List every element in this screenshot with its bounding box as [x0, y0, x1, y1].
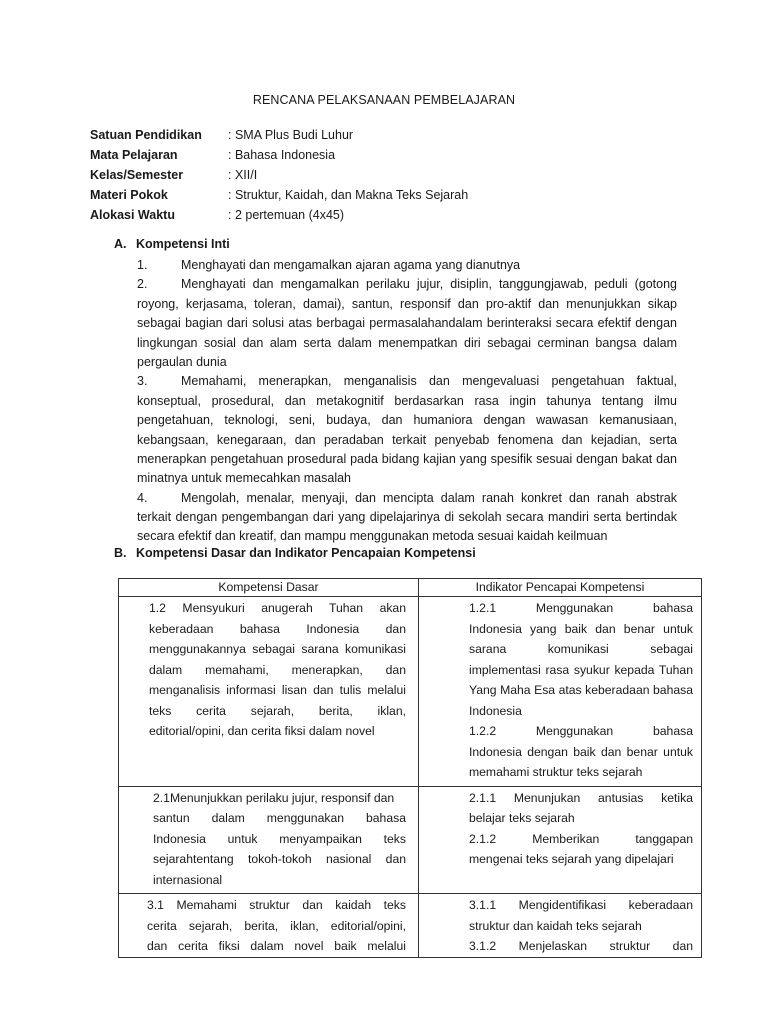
item-line: kebangsaan, kenegaraan, dan peradaban terkait penyebab fenomena dan kejadian, serta: [137, 432, 677, 447]
list-item: [137, 256, 677, 275]
competency-table: [118, 578, 702, 958]
cell-line: Indonesia: [469, 703, 522, 718]
info-value: : XII/I: [228, 168, 258, 182]
section-letter: A.: [114, 237, 127, 251]
info-row: [90, 145, 468, 165]
column-header-kd: Kompetensi Dasar: [119, 579, 419, 597]
table-header-row: [119, 579, 702, 597]
section-letter: B.: [114, 546, 127, 560]
cell-line: dan cerita fiksi dalam novel baik melalui: [147, 939, 406, 953]
item-text: Mengolah, menalar, menyaji, dan mencipta dalam ranah konkret dan ranah abstrak: [181, 490, 677, 505]
item-line: terkait dengan pengembangan dari yang dipelajarinya di sekolah secara mandiri serta bertindak: [137, 510, 677, 525]
cell-line: 3.1 Memahami struktur dan kaidah teks: [147, 898, 406, 912]
info-label: Mata Pelajaran: [90, 148, 178, 162]
cell-line: belajar teks sejarah: [469, 811, 575, 825]
item-line: secara efektif dan kreatif, dan mampu menggunakan metoda sesuai kaidah keilmuan: [137, 529, 608, 544]
cell-line: 3.1.1 Mengidentifikasi keberadaan: [469, 898, 693, 912]
table-row: [119, 786, 702, 894]
item-number: 1.: [137, 258, 148, 272]
list-item: [137, 372, 677, 391]
cell-line: Indonesia untuk menyampaikan teks: [153, 831, 406, 846]
section-b-heading: [114, 546, 476, 560]
list-item: [137, 489, 677, 508]
column-header-ipk: Indikator Pencapai Kompetensi: [419, 579, 702, 597]
cell-line: memahami struktur teks sejarah: [469, 765, 643, 779]
info-value: : Bahasa Indonesia: [228, 148, 336, 162]
info-value: : SMA Plus Budi Luhur: [228, 128, 354, 142]
info-row: [90, 125, 468, 145]
cell-line: 3.1.2 Menjelaskan struktur dan: [469, 939, 693, 953]
cell-line: 2.1.1 Menunjukan antusias ketika: [469, 790, 693, 805]
cell-line: Yang Maha Esa atas keberadaan bahasa: [469, 683, 693, 697]
item-line: minatnya untuk memecahkan masalah: [137, 471, 352, 486]
table-row: [119, 597, 702, 787]
page-title: RENCANA PELAKSANAAN PEMBELAJARAN: [252, 93, 516, 107]
item-line: pergaulan dunia: [137, 354, 227, 369]
cell-line: sejarahtentang tokoh-tokoh nasional dan: [153, 852, 406, 866]
item-line: royong, kerjasama, toleran, damai), santun, responsif dan pro-aktif dan menunjukkan sikap: [137, 296, 677, 311]
kd-cell: [119, 786, 419, 894]
kd-cell: [119, 894, 419, 958]
cell-line: 2.1.2 Memberikan tanggapan: [469, 831, 693, 846]
cell-line: dalam memahami, menerapkan, dan: [149, 662, 406, 677]
cell-line: editorial/opini, dan cerita fiksi dalam novel: [149, 724, 375, 738]
ipk-cell: [419, 786, 702, 894]
item-line: pengetahuan, teknologi, seni, budaya, dan humaniora dengan wawasan kemanusiaan,: [137, 413, 677, 428]
kompetensi-inti-list: [137, 256, 677, 547]
item-text: Menghayati dan mengamalkan ajaran agama yang dianutnya: [181, 258, 521, 272]
cell-line: keberadaan bahasa Indonesia dan: [149, 621, 406, 636]
cell-line: 1.2 Mensyukuri anugerah Tuhan akan: [149, 601, 406, 615]
info-label: Materi Pokok: [90, 188, 168, 202]
item-line: lingkungan sosial dan alam serta dalam menempatkan diri sebagai cerminan bangsa dalam: [137, 335, 677, 350]
cell-line: teks cerita sejarah, berita, iklan,: [149, 703, 406, 718]
item-number: 3.: [137, 374, 148, 389]
cell-line: mengenai teks sejarah yang dipelajari: [469, 852, 674, 866]
cell-line: sarana komunikasi sebagai: [469, 642, 693, 656]
item-text: Memahami, menerapkan, menganalisis dan mengevaluasi pengetahuan faktual,: [181, 374, 677, 389]
identity-block: [90, 125, 468, 225]
section-title: Kompetensi Dasar dan Indikator Pencapaian Kompetensi: [136, 546, 476, 560]
cell-line: 1.2.1 Menggunakan bahasa: [469, 601, 693, 615]
cell-line: struktur dan kaidah teks sejarah: [469, 918, 642, 933]
kd-cell: [119, 597, 419, 787]
ipk-cell: [419, 597, 702, 787]
info-label: Kelas/Semester: [90, 168, 184, 182]
item-line: menerapkan pengetahuan prosedural pada bidang kajian yang spesifik sesuai dengan bakat dan: [137, 451, 677, 466]
info-label: Alokasi Waktu: [90, 208, 175, 222]
cell-line: Indonesia yang baik dan benar untuk: [469, 621, 693, 636]
cell-line: santun dalam menggunakan bahasa: [153, 811, 406, 825]
item-text: Menghayati dan mengamalkan perilaku jujur, disiplin, tanggungjawab, peduli (gotong: [181, 277, 677, 292]
item-line: konseptual, prosedural, dan metakognitif berdasarkan rasa ingin tahunya tentang ilmu: [137, 393, 677, 408]
item-number: 2.: [137, 277, 148, 292]
info-row: [90, 205, 468, 225]
ipk-cell: [419, 894, 702, 958]
section-title: Kompetensi Inti: [136, 237, 230, 251]
list-item: [137, 275, 677, 294]
info-label: Satuan Pendidikan: [90, 128, 202, 142]
info-value: : Struktur, Kaidah, dan Makna Teks Sejarah: [228, 188, 469, 202]
info-value: : 2 pertemuan (4x45): [228, 208, 345, 222]
cell-line: cerita sejarah, berita, iklan, editorial/opini,: [147, 918, 406, 933]
cell-line: Indonesia dengan baik dan benar untuk: [469, 744, 693, 759]
cell-line: internasional: [153, 872, 223, 887]
cell-line: implementasi rasa syukur kepada Tuhan: [469, 662, 693, 677]
cell-line: menggunakannya sebagai sarana komunikasi: [149, 642, 406, 656]
info-row: [90, 165, 468, 185]
item-number: 4.: [137, 490, 148, 505]
cell-line: menganalisis informasi lisan dan tulis melalui: [149, 683, 406, 697]
section-a-heading: [114, 237, 230, 251]
item-line: sebagai bagian dari solusi atas berbagai permasalahandalam berinteraksi secara efektif dengan: [137, 316, 677, 331]
info-row: [90, 185, 468, 205]
table-row: [119, 894, 702, 958]
cell-line: 2.1Menunjukkan perilaku jujur, responsif dan: [153, 790, 395, 805]
cell-line: 1.2.2 Menggunakan bahasa: [469, 724, 693, 738]
